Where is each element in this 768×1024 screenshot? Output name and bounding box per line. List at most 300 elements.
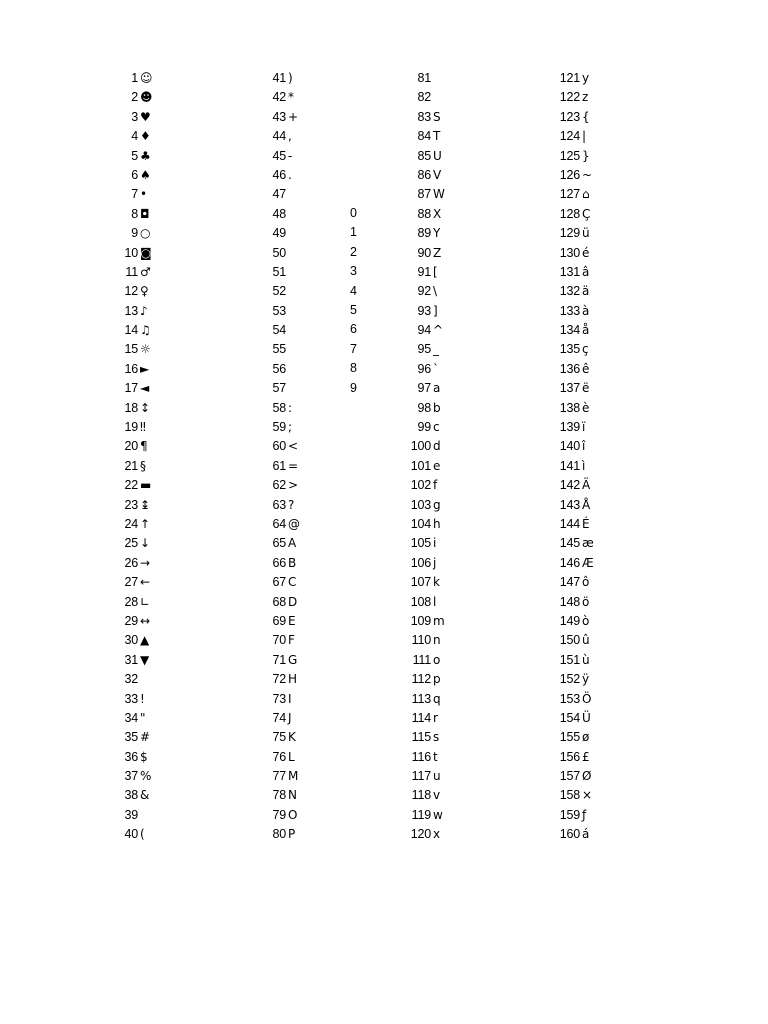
code-row xyxy=(108,185,153,204)
code-row xyxy=(402,399,445,418)
code-row xyxy=(551,263,594,282)
code-number: 17 xyxy=(124,381,138,396)
code-number: 43 xyxy=(272,109,286,124)
code-number: 37 xyxy=(124,769,138,784)
code-number: 27 xyxy=(124,575,138,590)
code-number: 1 xyxy=(131,71,138,85)
code-character: * xyxy=(288,90,294,105)
code-row xyxy=(108,612,153,631)
code-row xyxy=(257,224,300,243)
code-row xyxy=(402,709,445,728)
code-row xyxy=(257,709,300,728)
code-row xyxy=(257,360,300,379)
code-number: 54 xyxy=(272,323,286,338)
code-number: 12 xyxy=(124,284,138,299)
code-number: 25 xyxy=(124,536,138,551)
code-character: ? xyxy=(288,497,295,512)
code-row xyxy=(257,302,300,321)
code-character: ò xyxy=(582,613,590,628)
code-row xyxy=(108,476,153,495)
code-number: 126 xyxy=(559,167,580,182)
code-character: - xyxy=(288,148,293,163)
code-character: → xyxy=(140,555,151,570)
code-character: j xyxy=(433,555,437,570)
code-row xyxy=(551,670,594,689)
code-row xyxy=(108,554,153,573)
code-number: 16 xyxy=(124,361,138,376)
code-character: : xyxy=(288,400,293,415)
code-number: 115 xyxy=(411,730,431,745)
code-character: û xyxy=(582,633,590,648)
code-row xyxy=(402,612,445,631)
code-row xyxy=(108,748,153,767)
code-number: 30 xyxy=(124,633,138,648)
code-character: o xyxy=(433,652,441,667)
code-number: 23 xyxy=(124,497,138,512)
code-row xyxy=(551,806,594,825)
code-row xyxy=(551,185,594,204)
code-column-1 xyxy=(108,69,153,845)
code-number: 119 xyxy=(411,807,431,822)
code-number: 144 xyxy=(559,516,580,531)
code-row xyxy=(108,534,153,553)
code-character: ☻ xyxy=(140,90,153,105)
code-row xyxy=(402,340,445,359)
code-character: m xyxy=(433,613,445,628)
code-row xyxy=(108,709,153,728)
code-character xyxy=(138,670,140,689)
code-row xyxy=(402,496,445,515)
code-number: 14 xyxy=(124,323,138,338)
code-character: s xyxy=(433,730,440,745)
code-number: 75 xyxy=(272,730,286,745)
code-number: 69 xyxy=(272,613,286,628)
code-row xyxy=(402,670,445,689)
code-character: ö xyxy=(582,594,590,609)
code-number: 81 xyxy=(417,71,431,85)
code-character: Ä xyxy=(582,478,591,493)
code-number: 113 xyxy=(411,691,431,706)
code-row xyxy=(108,670,153,689)
code-number: 7 xyxy=(131,187,138,202)
code-character: ♠ xyxy=(140,167,151,182)
code-number: 61 xyxy=(272,458,286,473)
code-character: £ xyxy=(582,749,590,764)
code-number: 141 xyxy=(559,458,580,473)
code-character: = xyxy=(288,458,299,473)
code-column-2 xyxy=(257,69,300,845)
code-row xyxy=(257,166,300,185)
code-number: 116 xyxy=(411,749,431,764)
code-number: 152 xyxy=(559,672,580,687)
code-number: 134 xyxy=(559,323,580,338)
code-row xyxy=(551,302,594,321)
code-row xyxy=(257,263,300,282)
code-number: 55 xyxy=(272,342,286,357)
code-row xyxy=(108,321,153,340)
code-character: > xyxy=(288,478,299,493)
code-character: Ü xyxy=(582,710,591,725)
code-character: I xyxy=(288,691,292,706)
code-character: ü xyxy=(582,226,590,241)
code-number: 63 xyxy=(272,497,286,512)
code-character: ♥ xyxy=(140,109,151,124)
code-character: ù xyxy=(582,652,590,667)
code-row xyxy=(257,321,300,340)
code-number: 10 xyxy=(124,245,138,260)
code-character: ^ xyxy=(433,323,444,338)
code-number: 142 xyxy=(559,478,580,493)
code-row xyxy=(257,205,300,224)
code-row xyxy=(402,573,445,592)
code-row xyxy=(402,437,445,456)
code-row xyxy=(551,360,594,379)
code-character: è xyxy=(582,400,590,415)
code-character: ø xyxy=(582,730,590,745)
code-number: 154 xyxy=(559,710,580,725)
code-character: C xyxy=(288,575,297,590)
code-character: % xyxy=(140,769,152,784)
code-character: ◙ xyxy=(140,245,152,260)
code-character xyxy=(286,205,288,224)
code-row xyxy=(551,437,594,456)
code-row xyxy=(402,457,445,476)
code-row xyxy=(257,825,300,844)
code-character: ç xyxy=(582,342,589,357)
code-character: • xyxy=(140,187,148,202)
code-row xyxy=(257,534,300,553)
code-character xyxy=(286,263,288,282)
code-row xyxy=(108,127,153,146)
code-row xyxy=(551,767,594,786)
code-number: 78 xyxy=(272,788,286,803)
code-character: J xyxy=(288,710,292,725)
code-number: 2 xyxy=(131,90,138,105)
code-row xyxy=(551,748,594,767)
code-character: ↕ xyxy=(140,400,151,415)
code-number: 8 xyxy=(131,206,138,221)
code-character: , xyxy=(288,129,292,144)
code-number: 35 xyxy=(124,730,138,745)
code-character: \ xyxy=(433,284,438,299)
code-character: " xyxy=(140,710,146,725)
code-number: 106 xyxy=(410,555,431,570)
code-character xyxy=(286,340,288,359)
code-row xyxy=(402,418,445,437)
code-number: 122 xyxy=(559,90,580,105)
code-character: ▬ xyxy=(140,478,152,493)
digit-column xyxy=(350,204,357,398)
code-row xyxy=(402,88,445,107)
code-row xyxy=(108,147,153,166)
code-number: 74 xyxy=(272,710,286,725)
code-character: à xyxy=(582,303,590,318)
code-row xyxy=(402,69,445,88)
code-row xyxy=(108,205,153,224)
code-row xyxy=(108,767,153,786)
code-row xyxy=(402,806,445,825)
code-number: 143 xyxy=(559,497,580,512)
code-row xyxy=(257,108,300,127)
code-row xyxy=(257,282,300,301)
digit-item: 1 xyxy=(350,225,357,240)
code-number: 88 xyxy=(417,206,431,221)
code-character: ∟ xyxy=(140,594,151,609)
code-number: 148 xyxy=(559,594,580,609)
code-row xyxy=(257,786,300,805)
code-number: 98 xyxy=(417,400,431,415)
code-row xyxy=(257,147,300,166)
code-row xyxy=(402,282,445,301)
code-row xyxy=(108,593,153,612)
code-character: @ xyxy=(288,516,300,531)
code-row xyxy=(551,127,594,146)
code-character: Y xyxy=(433,226,441,241)
code-character: Å xyxy=(582,497,591,512)
code-row xyxy=(551,321,594,340)
code-number: 26 xyxy=(124,555,138,570)
code-character: ] xyxy=(433,303,438,318)
code-row xyxy=(551,166,594,185)
code-row xyxy=(108,515,153,534)
code-number: 136 xyxy=(559,361,580,376)
code-character: O xyxy=(288,807,298,822)
code-column-3 xyxy=(402,69,445,845)
code-number: 150 xyxy=(559,633,580,648)
code-character xyxy=(286,360,288,379)
code-number: 147 xyxy=(559,575,580,590)
code-character: ô xyxy=(582,575,590,590)
code-row xyxy=(402,476,445,495)
code-number: 107 xyxy=(410,575,431,590)
code-character: ä xyxy=(582,284,590,299)
code-character: ÿ xyxy=(582,672,590,687)
code-number: 103 xyxy=(410,497,431,512)
digit-item: 0 xyxy=(350,206,357,220)
code-character: i xyxy=(433,536,437,551)
code-character: t xyxy=(433,749,438,764)
digit-item: 6 xyxy=(350,322,357,337)
code-character: [ xyxy=(433,264,438,279)
code-character: P xyxy=(288,827,296,842)
code-number: 85 xyxy=(417,148,431,163)
code-character: g xyxy=(433,497,441,512)
code-number: 57 xyxy=(272,381,286,396)
code-number: 125 xyxy=(559,148,580,163)
code-number: 73 xyxy=(272,691,286,706)
code-number: 139 xyxy=(559,420,580,435)
code-row xyxy=(257,690,300,709)
code-character: Ö xyxy=(582,691,592,706)
code-number: 114 xyxy=(411,710,431,725)
code-character xyxy=(286,302,288,321)
code-number: 65 xyxy=(272,536,286,551)
code-character: ♦ xyxy=(140,129,151,144)
code-character: ♂ xyxy=(140,264,151,279)
code-number: 89 xyxy=(417,226,431,241)
code-number: 67 xyxy=(272,575,286,590)
code-character: ; xyxy=(288,420,293,435)
code-character: p xyxy=(433,672,441,687)
code-number: 112 xyxy=(411,672,431,687)
code-character: $ xyxy=(140,749,148,764)
code-character xyxy=(286,244,288,263)
code-character: ¶ xyxy=(140,439,148,454)
code-row xyxy=(257,496,300,515)
code-character: W xyxy=(433,187,445,202)
code-number: 79 xyxy=(272,807,286,822)
code-number: 123 xyxy=(559,109,580,124)
code-row xyxy=(551,631,594,650)
code-character: é xyxy=(582,245,590,260)
code-row xyxy=(402,108,445,127)
code-number: 137 xyxy=(559,381,580,396)
code-character: Z xyxy=(433,245,442,260)
code-number: 131 xyxy=(559,264,580,279)
code-character: ♣ xyxy=(140,148,151,163)
code-row xyxy=(402,302,445,321)
code-character: + xyxy=(288,109,299,124)
code-row xyxy=(108,573,153,592)
code-row xyxy=(108,88,153,107)
code-row xyxy=(402,205,445,224)
code-row xyxy=(402,786,445,805)
code-number: 104 xyxy=(410,516,431,531)
code-character: § xyxy=(140,458,146,473)
code-number: 59 xyxy=(272,420,286,435)
code-character: ☺ xyxy=(140,71,153,85)
code-number: 121 xyxy=(559,71,580,85)
code-number: 33 xyxy=(124,691,138,706)
code-number: 46 xyxy=(272,167,286,182)
code-number: 41 xyxy=(272,71,286,85)
code-character: h xyxy=(433,516,441,531)
code-character: V xyxy=(433,167,442,182)
code-row xyxy=(551,399,594,418)
code-character: ê xyxy=(582,361,590,376)
code-row xyxy=(108,399,153,418)
code-number: 110 xyxy=(411,633,431,648)
code-row xyxy=(551,690,594,709)
code-row xyxy=(402,825,445,844)
code-character: ~ xyxy=(582,167,593,182)
code-row xyxy=(108,360,153,379)
code-row xyxy=(551,340,594,359)
code-character: X xyxy=(433,206,442,221)
code-number: 31 xyxy=(124,652,138,667)
code-number: 133 xyxy=(559,303,580,318)
code-character: c xyxy=(433,420,440,435)
code-number: 149 xyxy=(559,613,580,628)
code-character: k xyxy=(433,575,440,590)
code-number: 111 xyxy=(412,652,431,667)
code-character: ▼ xyxy=(140,652,150,667)
code-character: G xyxy=(288,652,298,667)
code-row xyxy=(108,728,153,747)
code-number: 91 xyxy=(417,264,431,279)
code-character: ♪ xyxy=(140,303,148,318)
code-row xyxy=(551,593,594,612)
code-character: e xyxy=(433,458,441,473)
code-number: 52 xyxy=(272,284,286,299)
code-row xyxy=(108,166,153,185)
code-row xyxy=(257,612,300,631)
code-number: 22 xyxy=(124,478,138,493)
code-number: 28 xyxy=(124,594,138,609)
code-row xyxy=(551,224,594,243)
code-number: 66 xyxy=(272,555,286,570)
code-character xyxy=(286,379,288,398)
code-character: U xyxy=(433,148,442,163)
code-row xyxy=(402,593,445,612)
code-character: H xyxy=(288,672,298,687)
code-number: 45 xyxy=(272,148,286,163)
code-number: 39 xyxy=(124,807,138,822)
code-character: & xyxy=(140,788,150,803)
code-character: Ç xyxy=(582,206,591,221)
code-number: 13 xyxy=(124,303,138,318)
code-number: 60 xyxy=(272,439,286,454)
code-number: 105 xyxy=(410,536,431,551)
code-row xyxy=(108,69,153,88)
code-character: B xyxy=(288,555,297,570)
code-number: 90 xyxy=(417,245,431,260)
code-row xyxy=(402,244,445,263)
code-number: 19 xyxy=(124,420,138,435)
code-row xyxy=(551,496,594,515)
code-number: 47 xyxy=(272,187,286,202)
code-number: 155 xyxy=(559,730,580,745)
code-character: ▲ xyxy=(140,633,150,648)
code-row xyxy=(108,806,153,825)
code-row xyxy=(108,108,153,127)
code-number: 11 xyxy=(125,264,138,279)
code-character: _ xyxy=(433,342,439,357)
code-number: 3 xyxy=(131,109,138,124)
code-number: 145 xyxy=(559,536,580,551)
code-number: 95 xyxy=(417,342,431,357)
code-row xyxy=(402,224,445,243)
code-character: ☼ xyxy=(140,342,151,357)
code-character: E xyxy=(288,613,296,628)
code-number: 101 xyxy=(410,458,431,473)
code-number: 6 xyxy=(131,167,138,182)
code-row xyxy=(108,244,153,263)
code-row xyxy=(551,476,594,495)
code-number: 58 xyxy=(272,400,286,415)
code-number: 124 xyxy=(559,129,580,144)
code-row xyxy=(551,147,594,166)
digit-item: 4 xyxy=(350,283,357,298)
code-number: 120 xyxy=(410,827,431,842)
code-row xyxy=(257,593,300,612)
code-row xyxy=(551,515,594,534)
code-row xyxy=(257,748,300,767)
code-number: 94 xyxy=(417,323,431,338)
code-character: M xyxy=(288,769,299,784)
code-row xyxy=(551,825,594,844)
code-character: æ xyxy=(582,536,594,551)
code-row xyxy=(257,69,300,88)
code-character: ○ xyxy=(140,226,151,241)
code-number: 32 xyxy=(124,672,138,687)
code-character xyxy=(286,282,288,301)
code-row xyxy=(257,670,300,689)
code-row xyxy=(257,631,300,650)
code-row xyxy=(257,806,300,825)
code-row xyxy=(402,379,445,398)
code-number: 49 xyxy=(272,226,286,241)
